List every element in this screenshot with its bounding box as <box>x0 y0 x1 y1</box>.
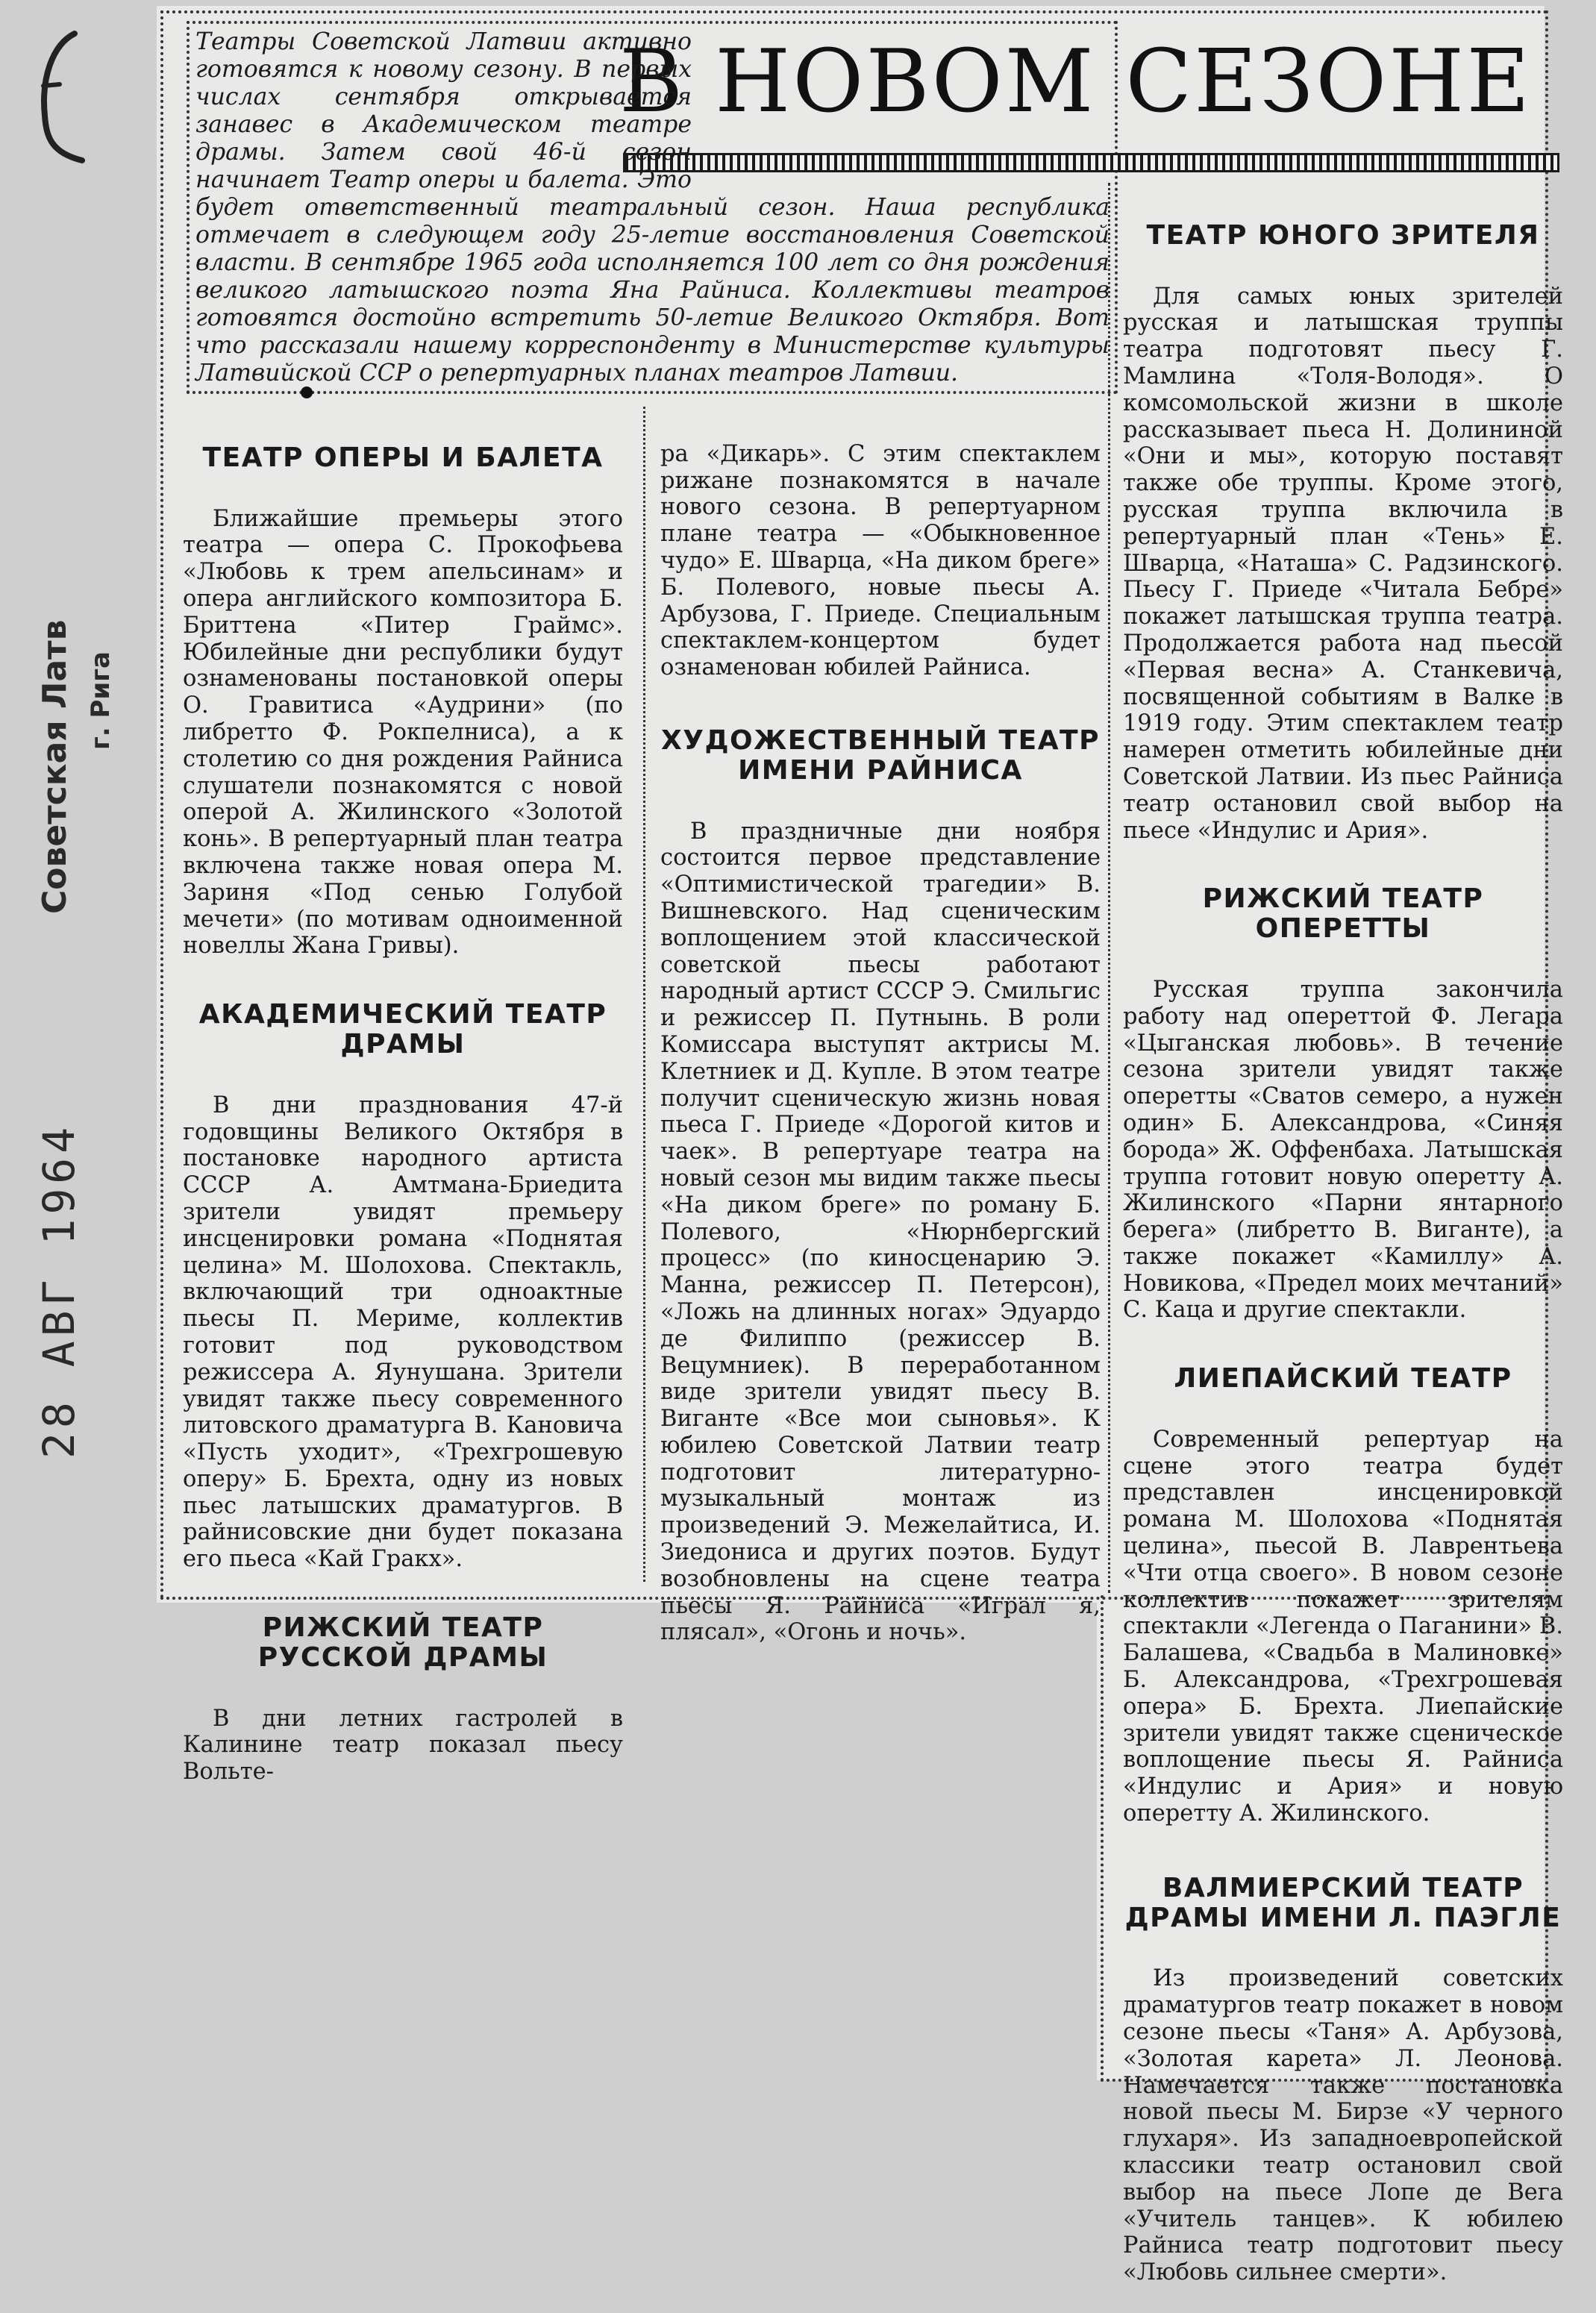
city-stamp: г. Рига <box>86 651 116 750</box>
operetta-heading: РИЖСКИЙ ТЕАТР ОПЕРЕТТЫ <box>1202 883 1484 945</box>
russian-drama-text-2: ра «Дикарь». С этим спектаклем рижане познакомятся в начале нового сезона. В репертуарном плане театра — «Обыкновенное чудо» Е. Шварца, «На диком бреге» Б. Полевого, новые пьесы А. Арбузова, Г. Приеде. Специальным спектаклем-концертом будет ознаменован юбилей Райниса. <box>660 440 1101 681</box>
operetta-text: Русская труппа закончила работу над опереттой Ф. Легара «Цыганская любовь». В течение сезона зрители увидят также оперетты «Сватов семеро, а нужен один» Б. Александрова, «Синяя борода» Ж. Оффенбаха. Латышская труппа готовит новую оперетту А. Жилинского «Парни янтарного берега» (либретто В. Виганте), а также покажет «Камиллу» А. Новикова, «Предел моих мечтаний» С. Каца и другие спектакли. <box>1123 976 1563 1324</box>
youth-text: Для самых юных зрителей русская и латышская труппы театра подготовят пьесу Г. Мамлина «Толя-Володя». О комсомольской жизни в школе рассказывает пьеса Н. Долининой «Они и мы», которую поставят также обе труппы. Кроме этого, русская труппа включила в репертуарный план «Тень» Е. Шварца, «Наташа» С. Радзинского. Пьесу Г. Приеде «Читала Бебре» покажет латышская труппа театра. Продолжается работа над пьесой «Первая весна» А. Станкевича, посвященной событиям в Валке в 1919 году. Этим спектаклем театр намерен отметить юбилейные дни Советской Латвии. Из пьес Райниса театр остановил свой выбор на пьесе «Индулис и Ария». <box>1123 283 1563 844</box>
column-3 <box>1123 187 1563 2313</box>
liepaja-heading: ЛИЕПАЙСКИЙ ТЕАТР <box>1174 1363 1512 1395</box>
art-theatre-heading: ХУДОЖЕСТВЕННЫЙ ТЕАТР ИМЕНИ РАЙНИСА <box>660 724 1101 786</box>
pencil-mark-icon <box>30 26 97 168</box>
source-stamp: Советская Латв <box>36 619 74 914</box>
valmiera-text: Из произведений советских драматургов театр покажет в новом сезоне пьесы «Таня» А. Арбузова, «Золотая карета» Л. Леонова. Намечается также постановка новой пьесы М. Бирзе «У черного глухаря». Из западноевропейской классики театр остановил свой выбор на пьесе Лопе де Вега «Учитель танцев». К юбилею Райниса театр подготовит пьесу «Любовь сильнее смерти». <box>1123 1965 1563 2286</box>
column-rule-2 <box>1108 183 1110 1593</box>
academic-text: В дни празднования 47-й годовщины Великого Октября в постановке народного артиста СССР А. Амтмана-Бриедита зрители увидят премьеру инсценировки романа «Поднятая целина» М. Шолохова. Спектакль, включающий три одноактные пьесы П. Мериме, коллектив готовит под руководством режиссера А. Яунушана. Зрители увидят также пьесу современного литовского драматурга В. Кановича «Пусть уходит», «Трехгрошевую оперу» Б. Брехта, одну из новых пьес латышских драматургов. В райнисовские дни будет показана его пьеса «Кай Гракх». <box>183 1092 623 1573</box>
art-theatre-text: В праздничные дни ноября состоится первое представление «Оптимистической трагедии» В. Вишневского. Над сценическим воплощением этой классической советской пьесы работают народный артист СССР Э. Смильгис и режиссер П. Путнынь. В роли Комиссара выступят актрисы М. Клетниек и Д. Купле. В этом театре получит сценическую жизнь новая пьеса Г. Приеде «Дорогой китов и чаек». В репертуаре театра на новый сезон мы видим также пьесы «На диком бреге» по роману Б. Полевого, «Нюрнбергский процесс» (по киносценарию Э. Манна, режиссер П. Петерсон), «Ложь на длинных ногах» Эдуардо де Филиппо (режиссер В. Вецумниек). В переработанном виде зрители увидят пьесу В. Виганте «Все мои сыновья». К юбилею Советской Латвии театр подготовит литературно-музыкальный монтаж из произведений Э. Межелайтиса, И. Зиедониса и других поэтов. Будут возобновлены на сцене театра пьесы Я. Райниса «Играл я, плясал», «Огонь и ночь». <box>660 818 1101 1646</box>
date-stamp: 28 АВГ 1964 <box>34 1122 84 1459</box>
opera-text: Ближайшие премьеры этого театра — опера С. Прокофьева «Любовь к трем апельсинам» и опера английского композитора Б. Бриттена «Питер Граймс». Юбилейные дни республики будут ознаменованы постановкой оперы О. Гравитиса «Аудрини» (по либретто Ф. Рокпелниса), а к столетию со дня рождения Райниса слушатели познакомятся с новой оперой А. Жилинского «Золотой конь». В репертуарный план театра включена также новая опера М. Зариня «Под сенью Голубой мечети» (по мотивам одноименной новеллы Жана Гривы). <box>183 505 623 960</box>
column-1 <box>183 409 623 1812</box>
headline: В НОВОМ СЕЗОНЕ <box>619 31 1533 132</box>
intro-text: Театры Советской Латвии активно готовятся к новому сезону. В первых числах сентября открывается занавес в Академическом театре драмы. Затем свой 46-й сезон начинает Театр оперы и балета. Это будет ответственный театральный сезон. Наша республика отмечает в следующем году 25-летие восстановления Советской власти. В сентябре 1965 года исполняется 100 лет со дня рождения великого латышского поэта Яна Райниса. Коллективы театров готовятся достойно встретить 50-летие Великого Октября. Вот что рассказали нашему корреспонденту в Министерстве культуры Латвийской ССР о репертуарных планах театров Латвии. <box>195 28 1110 386</box>
opera-heading: ТЕАТР ОПЕРЫ И БАЛЕТА <box>202 442 604 473</box>
liepaja-text: Современный репертуар на сцене этого театра будет представлен инсценировкой романа М. Шолохова «Поднятая целина», пьесой В. Лаврентьева «Чти отца своего». В новом сезоне коллектив покажет зрителям спектакли «Легенда о Паганини» В. Балашева, «Свадьба в Малиновке» Б. Александрова, «Трехгрошевая опера» Б. Брехта. Лиепайские зрители увидят также сценическое воплощение пьесы Я. Райниса «Индулис и Ария» и новую оперетту А. Жилинского. <box>1123 1426 1563 1827</box>
russian-drama-heading: РИЖСКИЙ ТЕАТР РУССКОЙ ДРАМЫ <box>257 1612 548 1673</box>
russian-drama-text-1: В дни летних гастролей в Калинине театр показал пьесу Вольте- <box>183 1705 623 1785</box>
youth-heading: ТЕАТР ЮНОГО ЗРИТЕЛЯ <box>1146 219 1540 251</box>
valmiera-heading: ВАЛМИЕРСКИЙ ТЕАТР ДРАМЫ ИМЕНИ Л. ПАЭГЛЕ <box>1124 1872 1562 1933</box>
column-2 <box>660 414 1101 1673</box>
academic-heading: АКАДЕМИЧЕСКИЙ ТЕАТР ДРАМЫ <box>198 998 607 1060</box>
column-rule-1 <box>643 407 645 1582</box>
bullet-dot <box>301 386 313 398</box>
